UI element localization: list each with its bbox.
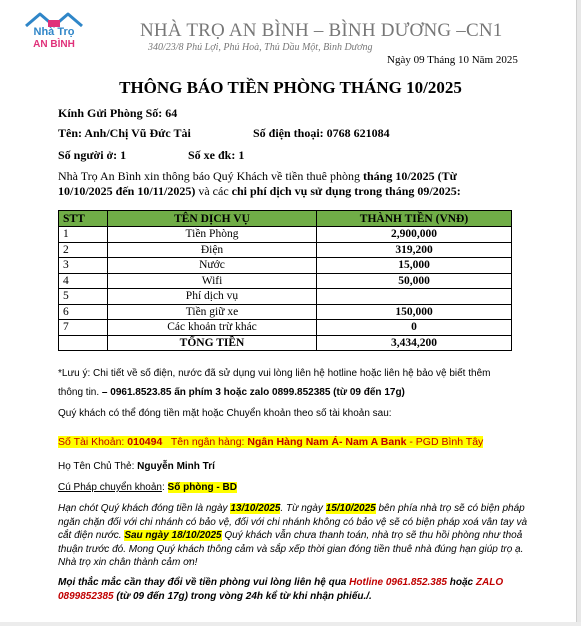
fees-table (58, 210, 512, 351)
bank-branch: - PGD Bình Tây (406, 436, 484, 448)
note-hotline: – 0961.8523.85 ấn phím 3 hoặc zalo 0899.852385 (từ 09 đến 17g) (101, 387, 405, 398)
deadline-text-4: Quý khách vẫn chưa thanh toán, nhà trọ sẽ thu hồi phòng như thoả thuận trước đó. Mong Quý khách thông cảm và sắp xếp thời gian đóng tiền thuê nhà đúng hạn giúp trọ ạ. Nhà trọ xin chân thành cảm ơn! (58, 530, 524, 568)
row-service: Tiền Phòng (108, 227, 317, 243)
vehicles-line: Số xe đk: 1 (188, 148, 245, 162)
bank-line (58, 436, 483, 448)
header-service: TÊN DỊCH VỤ (108, 211, 317, 227)
row-stt: 4 (59, 273, 108, 289)
phone-line: Số điện thoại: 0768 621084 (253, 126, 390, 140)
row-service: Phí dịch vụ (108, 289, 317, 305)
row-service: Nước (108, 258, 317, 274)
total-value: 3,434,200 (317, 335, 512, 351)
deadline-paragraph (58, 502, 532, 570)
table-row (59, 289, 512, 305)
logo (18, 8, 90, 56)
page-bottom-edge (0, 622, 581, 626)
contact-hotline[interactable]: Hotline 0961.852.385 (349, 577, 447, 588)
row-service: Điện (108, 242, 317, 258)
logo-text-line1: Nhà Trọ (33, 26, 75, 38)
header-amount: THÀNH TIỀN (VNĐ) (317, 211, 512, 227)
tenant-line: Tên: Anh/Chị Vũ Đức Tài (58, 126, 191, 140)
intro-line-1 (58, 169, 457, 184)
table-row (59, 273, 512, 289)
row-stt: 2 (59, 242, 108, 258)
table-row (59, 304, 512, 320)
deadline-date-2: 15/10/2025 (325, 503, 376, 514)
contact-paragraph (58, 576, 532, 603)
table-row (59, 320, 512, 336)
row-amount: 50,000 (317, 273, 512, 289)
note-line-2 (58, 387, 405, 398)
row-stt: 3 (59, 258, 108, 274)
deadline-date-1: 13/10/2025 (230, 503, 281, 514)
room-line: Kính Gửi Phòng Số: 64 (58, 106, 178, 120)
row-service: Các khoản trừ khác (108, 320, 317, 336)
row-stt: 7 (59, 320, 108, 336)
deadline-text-1: Hạn chót Quý khách đóng tiền là ngày (58, 503, 231, 514)
people-line: Số người ở: 1 (58, 148, 127, 162)
table-total-row (59, 335, 512, 351)
row-stt: 6 (59, 304, 108, 320)
row-service: Wifi (108, 273, 317, 289)
row-stt: 5 (59, 289, 108, 305)
bank-label: Tên ngân hàng: (162, 436, 248, 448)
row-amount: 15,000 (317, 258, 512, 274)
syntax-line (58, 482, 237, 493)
bank-highlight (58, 436, 483, 448)
intro-text-d: và các (195, 184, 232, 198)
row-amount: 150,000 (317, 304, 512, 320)
syntax-value[interactable]: Số phòng - BD (167, 482, 237, 493)
total-empty-cell (59, 335, 108, 351)
row-stt: 1 (59, 227, 108, 243)
contact-text-1: Mọi thắc mắc cần thay đổi về tiền phòng vui lòng liên hệ qua (58, 577, 350, 588)
deadline-date-3: Sau ngày 18/10/2025 (124, 530, 222, 541)
holder-name: Nguyễn Minh Trí (137, 461, 215, 472)
page-title: THÔNG BÁO TIỀN PHÒNG THÁNG 10/2025 (119, 78, 462, 97)
logo-text-line2: AN BÌNH (33, 39, 75, 50)
header-stt: STT (59, 211, 108, 227)
table-row (59, 258, 512, 274)
header-address: 340/23/8 Phú Lợi, Phú Hoà, Thủ Dầu Một, Bình Dương (148, 42, 373, 53)
contact-zalo[interactable]: ZALO 0899852385 (58, 577, 504, 602)
deadline-text-3: bên phía nhà trọ sẽ có biện pháp ngăn chặn đối với chi nhánh có bảo vệ, đối với chi nhánh không có bảo vệ sẽ có biện pháp xoá vân tay và cắt điện nước. (58, 503, 528, 541)
note-text-a: thông tin. (58, 387, 102, 398)
contact-text-3: (từ 09 đến 17g) trong vòng 24h kể từ khi nhận phiếu./. (113, 590, 372, 602)
header-title: NHÀ TRỌ AN BÌNH – BÌNH DƯƠNG –CN1 (140, 20, 503, 41)
note-line-1: *Lưu ý: Chi tiết về số điện, nước đã sử dụng vui lòng liên hệ hotline hoặc liên hệ bảo vệ biết thêm (58, 368, 491, 379)
row-service: Tiền giữ xe (108, 304, 317, 320)
row-amount (317, 289, 512, 305)
syntax-label: Cú Pháp chuyển khoản (58, 482, 162, 493)
holder-label: Họ Tên Chủ Thẻ: (58, 461, 138, 472)
payment-intro: Quý khách có thể đóng tiền mặt hoặc Chuyển khoản theo số tài khoản sau: (58, 408, 392, 419)
table-row (59, 227, 512, 243)
bank-name: Ngân Hàng Nam Á- Nam A Bank (247, 436, 407, 448)
intro-text-e: chi phí dịch vụ sử dụng trong tháng 09/2025: (231, 184, 461, 198)
intro-text-a: Nhà Trọ An Bình xin thông báo Quý Khách về tiền thuê phòng (58, 169, 363, 183)
intro-text-c: 10/10/2025 đến 10/11/2025) (58, 184, 196, 198)
contact-text-2: hoặc (447, 577, 476, 588)
row-amount: 319,200 (317, 242, 512, 258)
holder-line (58, 461, 215, 472)
account-label: Số Tài Khoản: (58, 436, 128, 448)
intro-line-2 (58, 184, 461, 199)
row-amount: 0 (317, 320, 512, 336)
table-header-row (59, 211, 512, 227)
header-date: Ngày 09 Tháng 10 Năm 2025 (387, 54, 518, 66)
deadline-text-2: . Từ ngày (280, 503, 326, 514)
account-number[interactable]: 010494 (127, 436, 163, 448)
house-icon (18, 8, 90, 28)
row-amount: 2,900,000 (317, 227, 512, 243)
total-label: TỔNG TIỀN (108, 335, 317, 351)
table-row (59, 242, 512, 258)
intro-text-b: tháng 10/2025 (Từ (362, 169, 457, 183)
syntax-colon: : (161, 482, 168, 493)
